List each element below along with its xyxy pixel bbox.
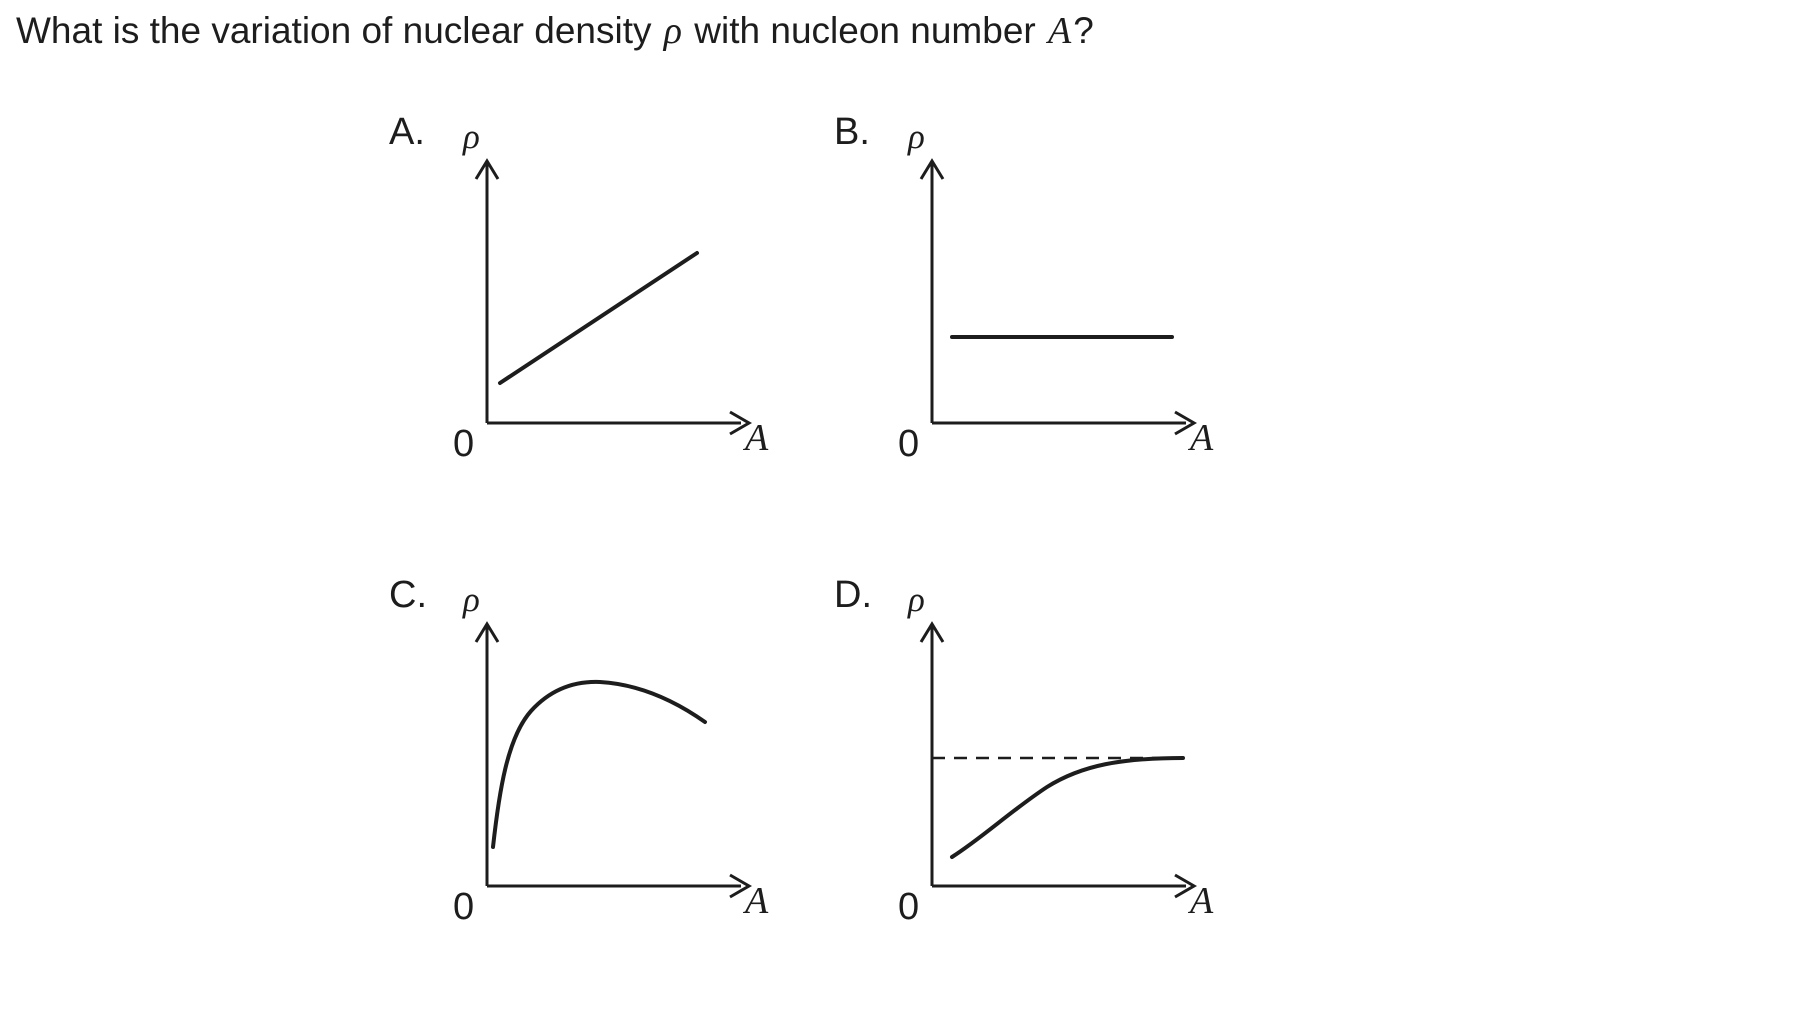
option-b-label[interactable]: B. (834, 111, 870, 153)
option-a-curve (500, 253, 697, 383)
option-b-graph[interactable] (772, 95, 1242, 475)
option-a-graph[interactable] (327, 95, 797, 475)
x-axis-label-a: A (745, 880, 769, 922)
origin-label: 0 (453, 423, 475, 465)
y-axis-label-rho: ρ (908, 580, 925, 619)
x-axis-label-a: A (745, 417, 769, 459)
question-part-1: What is the variation of nuclear density (16, 10, 662, 51)
rho-symbol: ρ (663, 10, 683, 52)
option-d-curve (952, 758, 1183, 857)
origin-label: 0 (898, 886, 920, 928)
option-c-graph[interactable] (327, 558, 797, 938)
origin-label: 0 (453, 886, 475, 928)
question-part-3: ? (1073, 10, 1094, 51)
x-axis-label-a: A (1190, 880, 1214, 922)
nucleon-number-symbol: A (1048, 10, 1072, 52)
option-c-plot (327, 558, 797, 938)
option-d-label[interactable]: D. (834, 574, 872, 616)
option-a-plot (327, 95, 797, 475)
option-b-plot (772, 95, 1242, 475)
option-c-curve (493, 682, 705, 847)
option-c-label[interactable]: C. (389, 574, 427, 616)
option-d-plot (772, 558, 1242, 938)
origin-label: 0 (898, 423, 920, 465)
y-axis-label-rho: ρ (908, 117, 925, 156)
question-text (16, 11, 1094, 53)
option-a-label[interactable]: A. (389, 111, 425, 153)
y-axis-label-rho: ρ (463, 117, 480, 156)
x-axis-label-a: A (1190, 417, 1214, 459)
y-axis-label-rho: ρ (463, 580, 480, 619)
option-d-graph[interactable] (772, 558, 1242, 938)
question-part-2: with nucleon number (684, 10, 1046, 51)
